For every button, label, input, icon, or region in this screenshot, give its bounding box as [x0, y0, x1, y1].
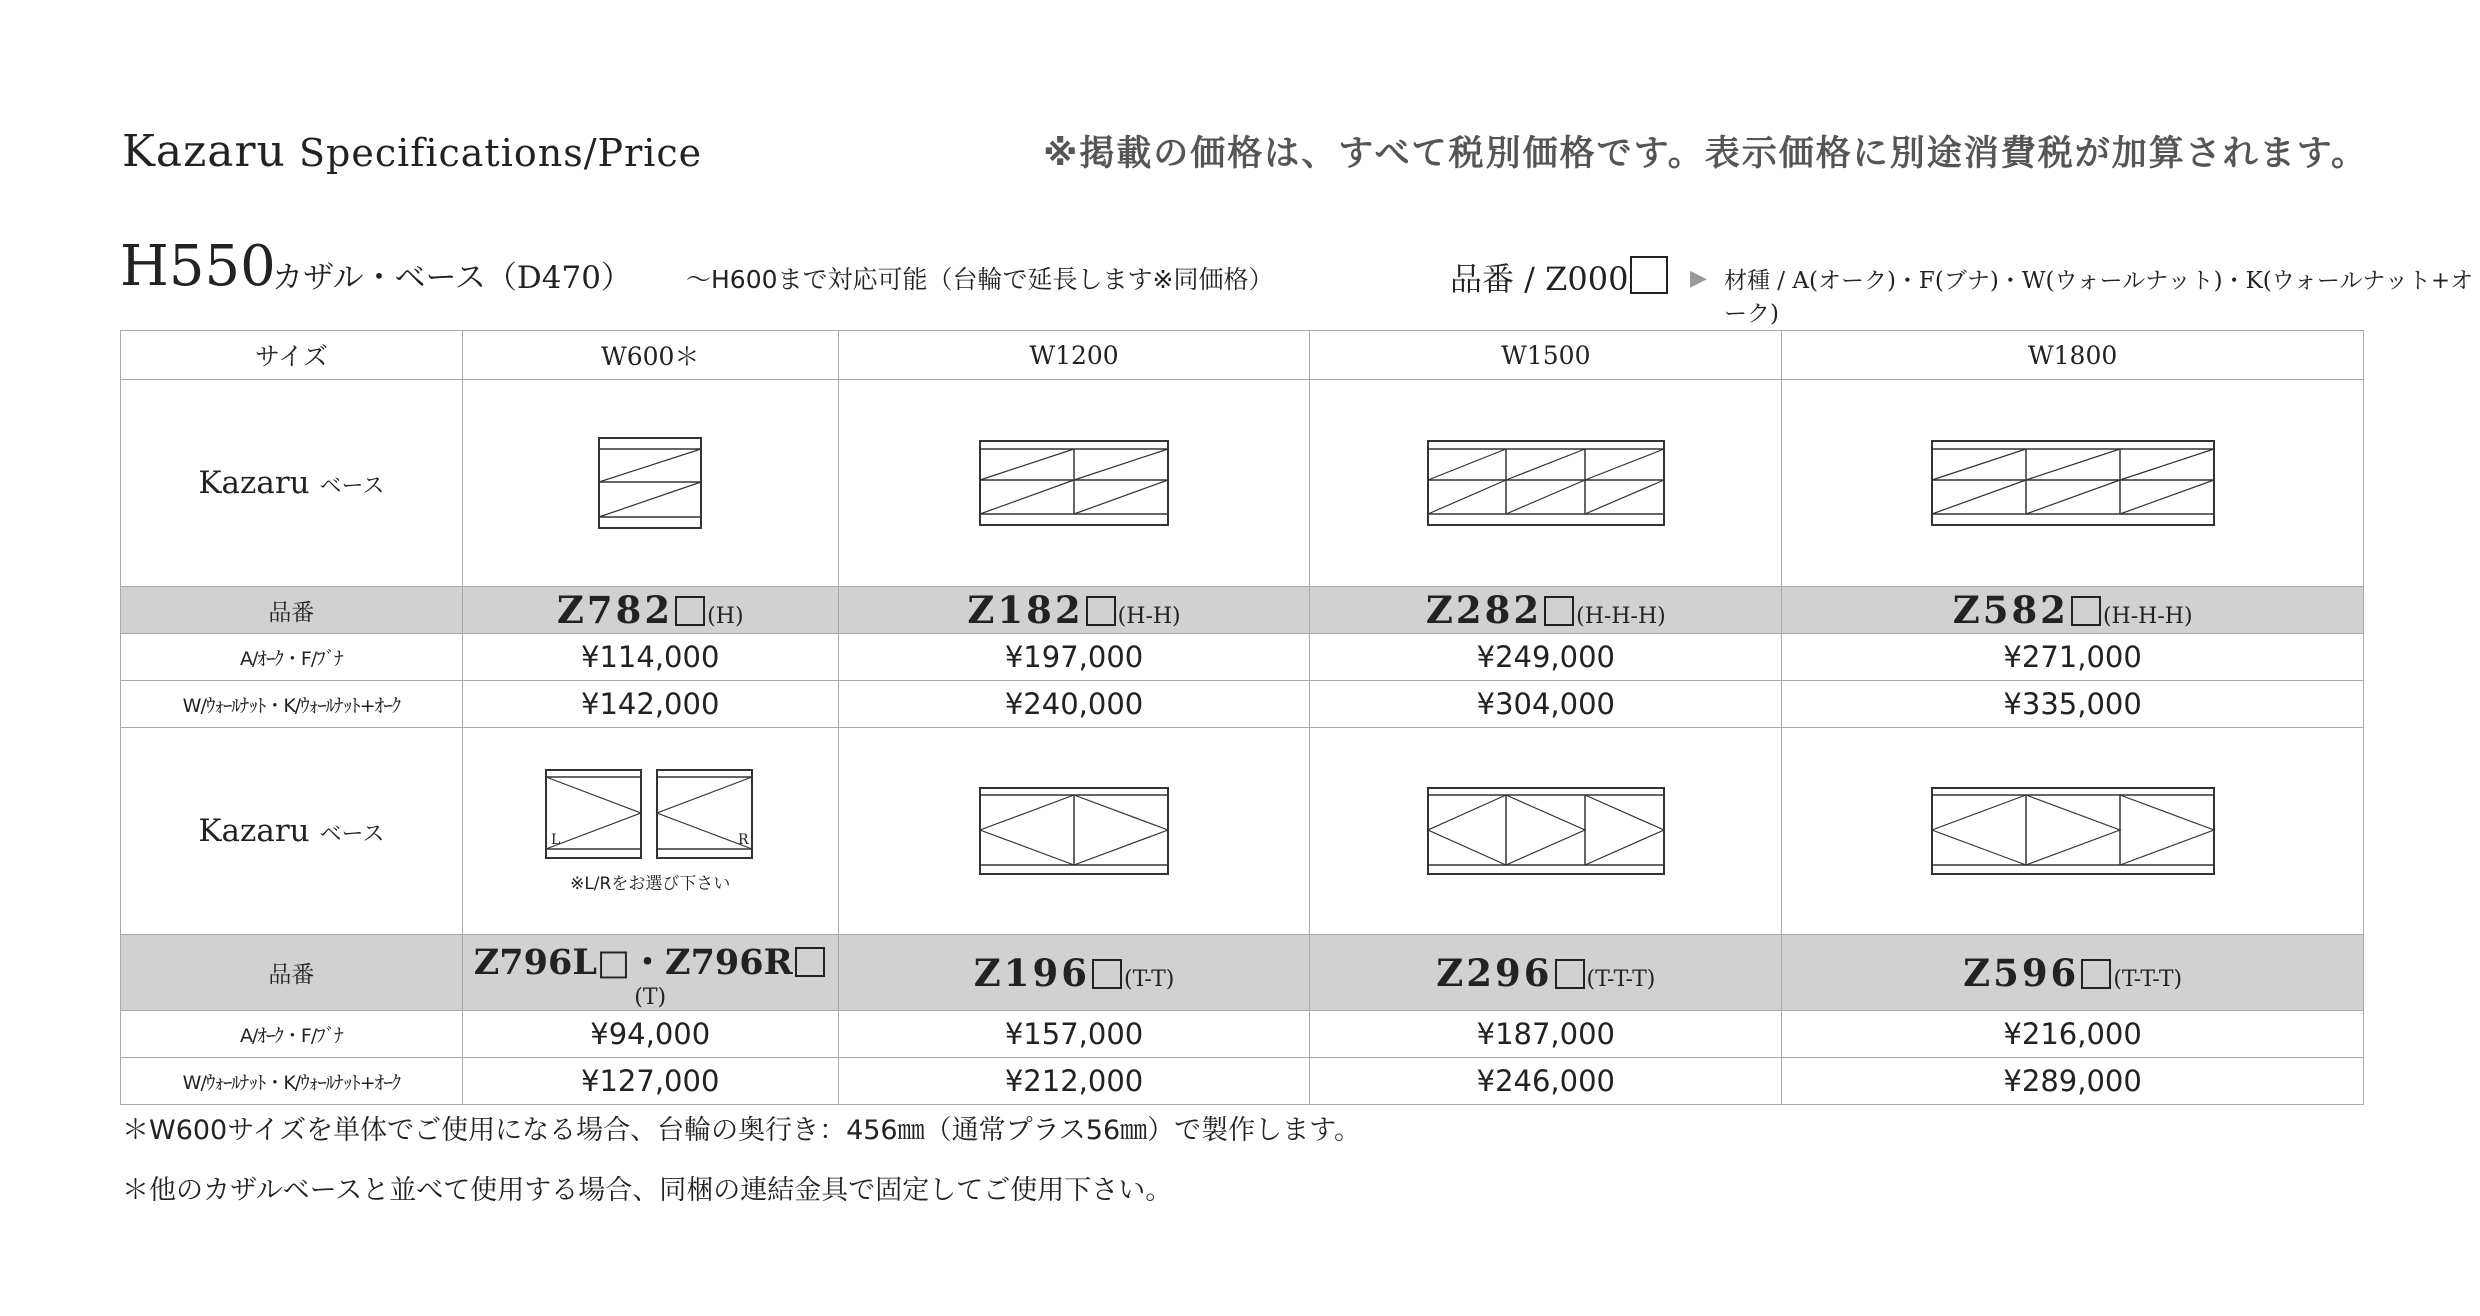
blank-box-icon: [1630, 256, 1668, 294]
drawing-w1800-door: [1782, 728, 2364, 935]
footnote: ＊W600サイズを単体でご使用になる場合、台輪の奥行き：456㎜（通常プラス56㎜）で製作します。: [122, 1115, 1361, 1146]
size-w1500: W1500: [1310, 331, 1782, 380]
drawing-w1200-drawer: [838, 380, 1310, 587]
code-suffix: (H-H-H): [1576, 604, 1666, 629]
door-cabinet-drawing-3: [1427, 787, 1665, 875]
drawing-w1200-door: [838, 728, 1310, 935]
price-cell: ¥240,000: [838, 681, 1310, 728]
left-letter: L: [551, 831, 561, 848]
code-suffix: (H-H): [1117, 604, 1181, 629]
drawing-w600-door: [462, 728, 838, 935]
drawing-row: [121, 728, 2364, 935]
code-cell: [838, 935, 1310, 1011]
part-code: Z282: [1425, 588, 1543, 632]
blank-box-icon: [1092, 959, 1122, 989]
price-cell: ¥114,000: [462, 634, 838, 681]
material-label: A/ｵｰｸ・F/ﾌﾞﾅ: [121, 634, 463, 681]
code-cell: [1782, 587, 2364, 634]
code-suffix: (H-H-H): [2102, 604, 2193, 629]
material-label: W/ｳｫｰﾙﾅｯﾄ・K/ｳｫｰﾙﾅｯﾄ+ｵｰｸ: [121, 1058, 463, 1105]
door-cabinet-lr-drawing: [545, 769, 755, 859]
code-suffix: (T): [634, 985, 667, 1010]
blank-box-icon: [1544, 596, 1574, 626]
code-cell: [1310, 587, 1782, 634]
part-code: Z582: [1952, 588, 2069, 632]
right-letter: R: [738, 831, 749, 848]
drawing-w600-drawer: [462, 380, 838, 587]
part-code: Z196: [973, 950, 1090, 995]
drawer-cabinet-drawing-1: [598, 437, 702, 529]
code-suffix: (T-T-T): [1586, 966, 1656, 992]
blank-box-icon: [675, 596, 705, 626]
price-row: [121, 1058, 2364, 1105]
price-cell: ¥197,000: [838, 634, 1310, 681]
code-label: 品番: [121, 935, 463, 1011]
lr-note: ※L/Rをお選び下さい: [570, 873, 731, 894]
price-cell: ¥246,000: [1310, 1058, 1782, 1105]
door-cabinet-drawing-2: [979, 787, 1169, 875]
series-name: Kazaru: [198, 813, 310, 849]
code-suffix: (H): [707, 604, 744, 629]
series-name: Kazaru: [198, 465, 310, 501]
code-row: [121, 935, 2364, 1011]
price-cell: ¥187,000: [1310, 1011, 1782, 1058]
code-cell: [462, 587, 838, 634]
series-label: [121, 728, 463, 935]
size-label: サイズ: [121, 331, 463, 380]
door-cabinet-drawing-4: [1931, 787, 2215, 875]
size-w600: W600＊: [462, 331, 838, 380]
part-number-label: [1450, 254, 1668, 300]
tax-note: ※掲載の価格は、すべて税別価格です。表示価格に別途消費税が加算されます。: [1043, 134, 2368, 174]
triangle-right-icon: ▶: [1690, 266, 1707, 291]
code-label: 品番: [121, 587, 463, 634]
materials-label: 材種 / A(オーク)・F(ブナ)・W(ウォールナット)・K(ウォールナット+オーク): [1724, 268, 2474, 327]
price-cell: ¥304,000: [1310, 681, 1782, 728]
part-code: Z782: [556, 588, 674, 632]
size-header-row: [121, 331, 2364, 380]
price-cell: ¥94,000: [462, 1011, 838, 1058]
price-cell: ¥271,000: [1782, 634, 2364, 681]
spec-price-table: [120, 330, 2364, 1105]
part-code: Z296: [1436, 950, 1553, 995]
price-row: [121, 681, 2364, 728]
size-w1200: W1200: [838, 331, 1310, 380]
price-cell: ¥142,000: [462, 681, 838, 728]
brand-name: Kazaru: [122, 126, 286, 177]
price-cell: ¥216,000: [1782, 1011, 2364, 1058]
part-code: Z796L□・Z796R: [473, 942, 793, 983]
blank-box-icon: [1555, 959, 1585, 989]
part-number-text: 品番 / Z000: [1450, 260, 1629, 298]
price-row: [121, 634, 2364, 681]
price-cell: ¥212,000: [838, 1058, 1310, 1105]
code-cell: [1782, 935, 2364, 1011]
price-cell: ¥127,000: [462, 1058, 838, 1105]
drawer-cabinet-drawing-3: [1427, 440, 1665, 526]
size-w1800: W1800: [1782, 331, 2364, 380]
blank-box-icon: [2081, 959, 2111, 989]
blank-box-icon: [795, 947, 825, 977]
code-cell: [838, 587, 1310, 634]
part-code: Z596: [1963, 950, 2080, 995]
drawer-cabinet-drawing-4: [1931, 440, 2215, 526]
material-label: A/ｵｰｸ・F/ﾌﾞﾅ: [121, 1011, 463, 1058]
price-cell: ¥289,000: [1782, 1058, 2364, 1105]
code-row: [121, 587, 2364, 634]
code-suffix: (T-T): [1124, 966, 1175, 992]
price-cell: ¥249,000: [1310, 634, 1782, 681]
code-cell: [462, 935, 838, 1011]
series-label: [121, 380, 463, 587]
page-title: [122, 126, 702, 177]
footnote: ＊他のカザルベースと並べて使用する場合、同梱の連結金具で固定してご使用下さい。: [122, 1175, 1173, 1206]
drawing-w1800-drawer: [1782, 380, 2364, 587]
height-code: H550: [120, 234, 276, 299]
price-cell: ¥157,000: [838, 1011, 1310, 1058]
product-name: カザル・ベース（D470）: [272, 260, 632, 296]
series-suffix: ベース: [319, 474, 385, 499]
drawing-w1500-door: [1310, 728, 1782, 935]
price-cell: ¥335,000: [1782, 681, 2364, 728]
blank-box-icon: [1086, 596, 1116, 626]
price-row: [121, 1011, 2364, 1058]
page-subtitle: Specifications/Price: [298, 131, 703, 175]
product-note: 〜H600まで対応可能（台輪で延長します※同価格）: [686, 265, 1274, 294]
drawing-row: [121, 380, 2364, 587]
blank-box-icon: [2071, 596, 2101, 626]
part-code: Z182: [967, 588, 1084, 632]
drawer-cabinet-drawing-2: [979, 440, 1169, 526]
material-label: W/ｳｫｰﾙﾅｯﾄ・K/ｳｫｰﾙﾅｯﾄ+ｵｰｸ: [121, 681, 463, 728]
drawing-w1500-drawer: [1310, 380, 1782, 587]
code-cell: [1310, 935, 1782, 1011]
series-suffix: ベース: [319, 822, 385, 847]
code-suffix: (T-T-T): [2113, 966, 2183, 992]
